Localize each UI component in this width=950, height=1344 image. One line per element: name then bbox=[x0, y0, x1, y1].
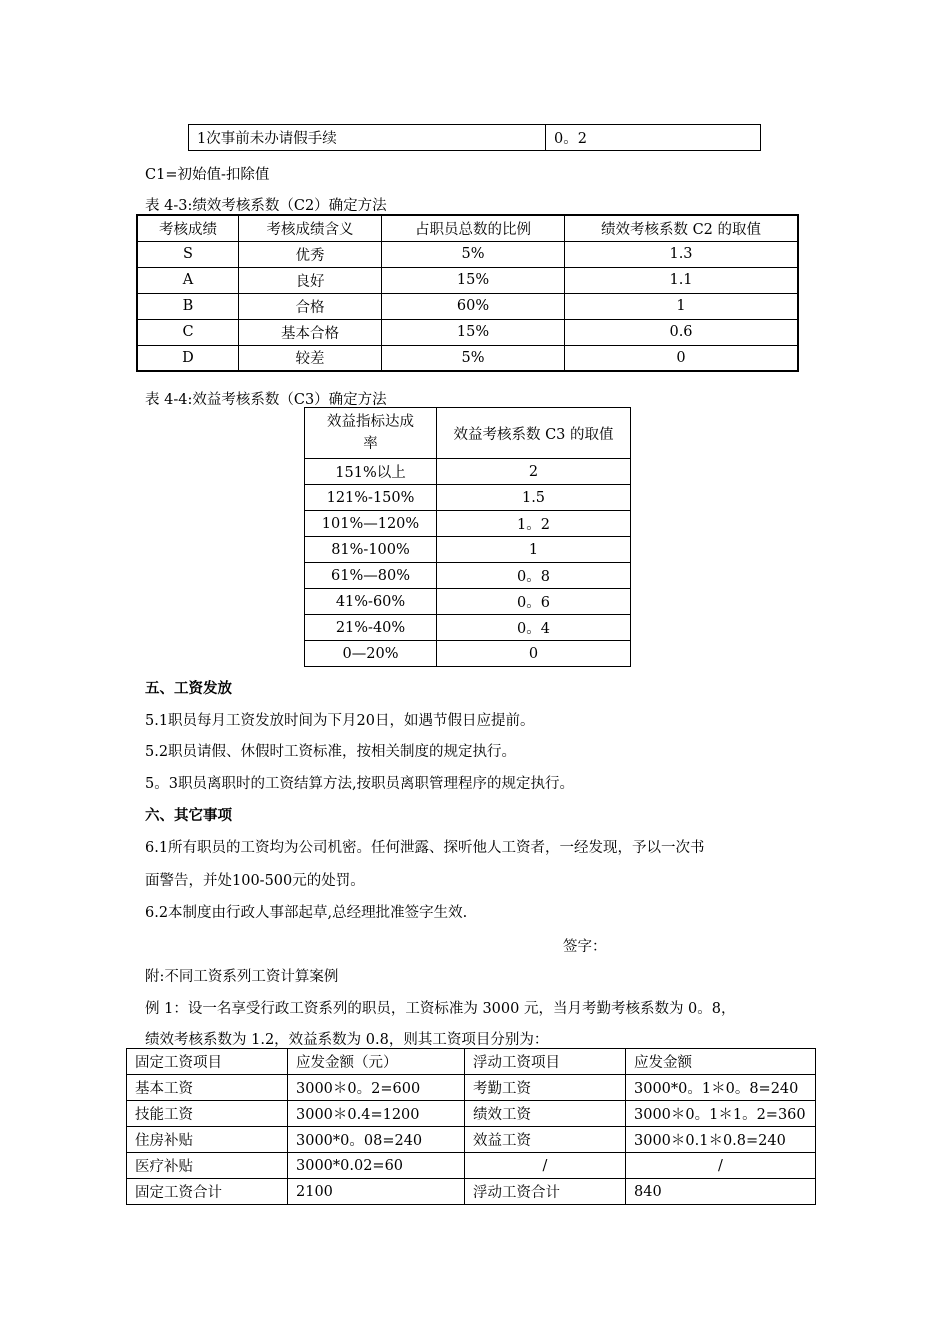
table-c2-cell: S bbox=[137, 241, 239, 267]
table-c3-cell: 101%—120% bbox=[305, 511, 437, 537]
table-c3-cell: 61%—80% bbox=[305, 563, 437, 589]
table-row bbox=[305, 641, 631, 667]
table-c2-cell: B bbox=[137, 293, 239, 319]
table-c3-cell: 151%以上 bbox=[305, 459, 437, 485]
salary-table-cell: / bbox=[626, 1153, 816, 1179]
c1-note: C1=初始值-扣除值 bbox=[145, 167, 270, 183]
table-c2-cell: 15% bbox=[382, 267, 565, 293]
top-table bbox=[188, 124, 761, 151]
table-c3-cell: 0。8 bbox=[437, 563, 631, 589]
table-c3-cell: 1.5 bbox=[437, 485, 631, 511]
salary-table-header: 应发金额（元） bbox=[288, 1049, 465, 1075]
table-c3-cell: 81%-100% bbox=[305, 537, 437, 563]
top-table-cell: 0。2 bbox=[546, 125, 761, 151]
table-c3-cell: 21%-40% bbox=[305, 615, 437, 641]
table-c2-cell: D bbox=[137, 345, 239, 371]
section6-heading: 六、其它事项 bbox=[145, 807, 232, 824]
table-c2-header: 绩效考核系数 C2 的取值 bbox=[565, 215, 799, 241]
salary-table-cell: 固定工资合计 bbox=[127, 1179, 288, 1205]
salary-table-cell: 3000＊0。1＊1。2=360 bbox=[626, 1101, 816, 1127]
salary-table-cell: 3000*0。1＊0。8=240 bbox=[626, 1075, 816, 1101]
table-c2-cell: 1.3 bbox=[565, 241, 799, 267]
table-c3-header bbox=[305, 408, 437, 459]
table-c2-cell: 合格 bbox=[239, 293, 382, 319]
table-row bbox=[137, 267, 798, 293]
table-row bbox=[137, 293, 798, 319]
salary-table-cell: 3000＊0。2=600 bbox=[288, 1075, 465, 1101]
table-row bbox=[137, 241, 798, 267]
salary-table-cell: 3000*0.02=60 bbox=[288, 1153, 465, 1179]
table-c2-cell: 0 bbox=[565, 345, 799, 371]
table-c2-cell: 1 bbox=[565, 293, 799, 319]
table-c2-cell: 5% bbox=[382, 345, 565, 371]
table-row bbox=[137, 319, 798, 345]
table-c3-cell: 121%-150% bbox=[305, 485, 437, 511]
table-c3-cell: 0。4 bbox=[437, 615, 631, 641]
example-line2: 绩效考核系数为 1.2，效益系数为 0.8，则其工资项目分别为： bbox=[145, 1032, 549, 1048]
table-row bbox=[127, 1101, 816, 1127]
salary-table-cell: 技能工资 bbox=[127, 1101, 288, 1127]
table-c2-cell: 优秀 bbox=[239, 241, 382, 267]
salary-table-cell: 3000＊0.4=1200 bbox=[288, 1101, 465, 1127]
salary-example-table bbox=[126, 1048, 816, 1205]
table-c2-cell: 15% bbox=[382, 319, 565, 345]
table-c2-header: 考核成绩 bbox=[137, 215, 239, 241]
table-c2-cell: 0.6 bbox=[565, 319, 799, 345]
table-row bbox=[305, 589, 631, 615]
table-c2-header: 占职员总数的比例 bbox=[382, 215, 565, 241]
salary-table-cell: 840 bbox=[626, 1179, 816, 1205]
table-row bbox=[305, 511, 631, 537]
table-c2-cell: 5% bbox=[382, 241, 565, 267]
signature-label: 签字： bbox=[563, 939, 607, 955]
salary-table-header: 浮动工资项目 bbox=[465, 1049, 626, 1075]
table-c3-cell: 0。6 bbox=[437, 589, 631, 615]
table-row bbox=[305, 485, 631, 511]
table-c2-cell: 60% bbox=[382, 293, 565, 319]
table-c3-header: 效益考核系数 C3 的取值 bbox=[437, 408, 631, 459]
salary-table-cell: 医疗补贴 bbox=[127, 1153, 288, 1179]
salary-table-cell: 绩效工资 bbox=[465, 1101, 626, 1127]
example-line1: 例 1：设一名享受行政工资系列的职员，工资标准为 3000 元，当月考勤考核系数为 0。8， bbox=[145, 1001, 736, 1017]
salary-table-header: 应发金额 bbox=[626, 1049, 816, 1075]
section6-item1-line2: 面警告，并处100-500元的处罚。 bbox=[145, 873, 365, 889]
table-c2-cell: 基本合格 bbox=[239, 319, 382, 345]
salary-table-cell: 2100 bbox=[288, 1179, 465, 1205]
table-c2-cell: 1.1 bbox=[565, 267, 799, 293]
section5-heading: 五、工资发放 bbox=[145, 680, 232, 697]
table-row bbox=[305, 563, 631, 589]
table-c3-cell: 1。2 bbox=[437, 511, 631, 537]
table-c3-header-line1: 效益指标达成 bbox=[327, 414, 414, 430]
table-row bbox=[127, 1179, 816, 1205]
salary-table-cell: 浮动工资合计 bbox=[465, 1179, 626, 1205]
section6-item2: 6.2本制度由行政人事部起草,总经理批准签字生效. bbox=[145, 905, 468, 921]
table-c3-cell: 0—20% bbox=[305, 641, 437, 667]
salary-table-cell: 效益工资 bbox=[465, 1127, 626, 1153]
appendix-title: 附:不同工资系列工资计算案例 bbox=[145, 969, 339, 985]
table-row bbox=[137, 345, 798, 371]
table-c2-cell: 良好 bbox=[239, 267, 382, 293]
salary-table-cell: 住房补贴 bbox=[127, 1127, 288, 1153]
table-c3 bbox=[304, 407, 631, 667]
top-table-cell: 1次事前未办请假手续 bbox=[189, 125, 546, 151]
table-c2-cell: 较差 bbox=[239, 345, 382, 371]
section5-item: 5.1职员每月工资发放时间为下月20日，如遇节假日应提前。 bbox=[145, 713, 535, 729]
table-row bbox=[127, 1153, 816, 1179]
section5-item: 5.2职员请假、休假时工资标准，按相关制度的规定执行。 bbox=[145, 744, 517, 760]
table-c3-header-line2: 率 bbox=[363, 436, 378, 452]
table-row bbox=[305, 459, 631, 485]
table-c2-cell: C bbox=[137, 319, 239, 345]
section6-item1-line1: 6.1所有职员的工资均为公司机密。任何泄露、探听他人工资者，一经发现，予以一次书 bbox=[145, 840, 705, 856]
salary-table-header: 固定工资项目 bbox=[127, 1049, 288, 1075]
table-c3-cell: 0 bbox=[437, 641, 631, 667]
table-row bbox=[127, 1127, 816, 1153]
salary-table-cell: 3000*0。08=240 bbox=[288, 1127, 465, 1153]
salary-table-cell: 基本工资 bbox=[127, 1075, 288, 1101]
table-c3-caption: 表 4-4:效益考核系数（C3）确定方法 bbox=[145, 392, 387, 408]
salary-table-cell: 考勤工资 bbox=[465, 1075, 626, 1101]
table-row bbox=[305, 615, 631, 641]
table-c2-header: 考核成绩含义 bbox=[239, 215, 382, 241]
salary-table-cell: / bbox=[465, 1153, 626, 1179]
table-c2 bbox=[136, 214, 799, 372]
table-row bbox=[127, 1075, 816, 1101]
salary-table-cell: 3000＊0.1＊0.8=240 bbox=[626, 1127, 816, 1153]
section5-item: 5。3职员离职时的工资结算方法,按职员离职管理程序的规定执行。 bbox=[145, 776, 575, 792]
table-row bbox=[305, 537, 631, 563]
table-c3-cell: 1 bbox=[437, 537, 631, 563]
table-c2-caption: 表 4-3:绩效考核系数（C2）确定方法 bbox=[145, 198, 387, 214]
table-c2-cell: A bbox=[137, 267, 239, 293]
table-c3-cell: 2 bbox=[437, 459, 631, 485]
table-c3-cell: 41%-60% bbox=[305, 589, 437, 615]
